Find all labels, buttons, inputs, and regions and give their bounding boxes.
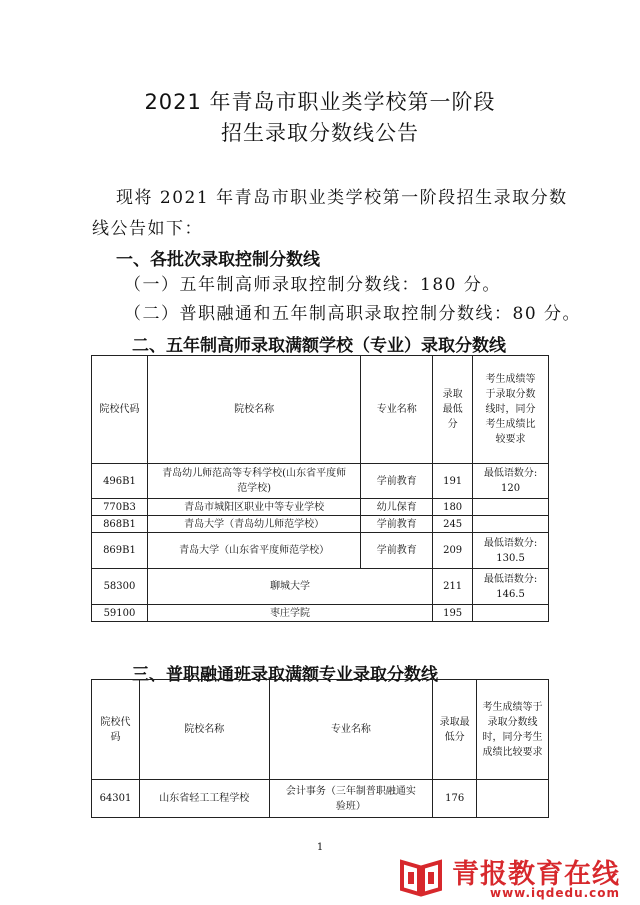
header-major-name: 专业名称 <box>269 680 433 780</box>
section-1-heading: 一、各批次录取控制分数线 <box>116 250 320 270</box>
cell-requirement: 最低语数分: 146.5 <box>473 569 549 605</box>
cell-school-name: 青岛市城阳区职业中等专业学校 <box>147 499 360 516</box>
cell-requirement <box>473 499 549 516</box>
cell-score: 180 <box>433 499 473 516</box>
cell-code: 58300 <box>92 569 148 605</box>
table-row <box>92 605 549 622</box>
watermark-logo <box>398 852 638 902</box>
cell-requirement: 最低语数分: 130.5 <box>473 533 549 569</box>
cell-requirement: 最低语数分: 120 <box>473 464 549 499</box>
header-tie-requirement: 考生成绩等于 录取分数线 时，同分考生 成绩比较要求 <box>477 680 549 780</box>
header-major-name: 专业名称 <box>361 356 433 464</box>
brand-url: www.iqdedu.com <box>490 886 621 900</box>
cell-code: 59100 <box>92 605 148 622</box>
table-vocational-integration <box>91 679 549 818</box>
cell-code: 64301 <box>92 780 140 818</box>
cell-requirement <box>477 780 549 818</box>
cell-code: 868B1 <box>92 516 148 533</box>
cell-score: 245 <box>433 516 473 533</box>
cell-major: 学前教育 <box>361 464 433 499</box>
header-tie-requirement: 考生成绩等 于录取分数 线时，同分 考生成绩比 较要求 <box>473 356 549 464</box>
cell-requirement <box>473 605 549 622</box>
brand-name: 青报教育在线 <box>452 859 620 890</box>
cell-score: 176 <box>433 780 477 818</box>
table-row <box>92 499 549 516</box>
cell-score: 191 <box>433 464 473 499</box>
header-min-score: 录取最 低分 <box>433 680 477 780</box>
cell-school-name: 枣庄学院 <box>147 605 432 622</box>
document-title-line-1: 2021 年青岛市职业类学校第一阶段 <box>144 90 496 114</box>
cell-major: 幼儿保育 <box>361 499 433 516</box>
cell-score: 211 <box>433 569 473 605</box>
intro-text-line-2: 线公告如下： <box>92 219 203 239</box>
cell-school-name: 青岛幼儿师范高等专科学校(山东省平度师 范学校) <box>147 464 360 499</box>
cell-code: 496B1 <box>92 464 148 499</box>
table-row <box>92 464 549 499</box>
header-school-name: 院校名称 <box>139 680 269 780</box>
book-logo-icon <box>398 854 444 898</box>
cell-code: 770B3 <box>92 499 148 516</box>
cell-score: 195 <box>433 605 473 622</box>
section-2-heading: 二、五年制高师录取满额学校（专业）录取分数线 <box>132 336 506 356</box>
table-header-row <box>92 356 549 464</box>
page-number: 1 <box>316 842 324 853</box>
section-3-heading: 三、普职融通班录取满额专业录取分数线 <box>132 665 438 685</box>
header-school-name: 院校名称 <box>147 356 360 464</box>
header-school-code: 院校代码 <box>92 356 148 464</box>
cell-major: 学前教育 <box>361 533 433 569</box>
table-row <box>92 533 549 569</box>
cell-requirement <box>473 516 549 533</box>
intro-text-line-1: 现将 2021 年青岛市职业类学校第一阶段招生录取分数 <box>116 188 568 208</box>
cell-major: 学前教育 <box>361 516 433 533</box>
cell-score: 209 <box>433 533 473 569</box>
table-five-year-teacher <box>91 355 549 622</box>
cell-school-name: 聊城大学 <box>147 569 432 605</box>
table-row <box>92 780 549 818</box>
table-row <box>92 569 549 605</box>
document-title-line-2: 招生录取分数线公告 <box>221 121 419 145</box>
control-score-item-1: （一）五年制高师录取控制分数线：180 分。 <box>124 275 501 295</box>
cell-school-name: 青岛大学（山东省平度师范学校） <box>147 533 360 569</box>
header-school-code: 院校代 码 <box>92 680 140 780</box>
control-score-item-2: （二）普职融通和五年制高职录取控制分数线：80 分。 <box>124 304 582 324</box>
cell-school-name: 山东省轻工工程学校 <box>139 780 269 818</box>
table-header-row <box>92 680 549 780</box>
cell-major: 会计事务（三年制普职融通实 验班） <box>269 780 433 818</box>
header-min-score: 录取 最低 分 <box>433 356 473 464</box>
table-row <box>92 516 549 533</box>
cell-school-name: 青岛大学（青岛幼儿师范学校） <box>147 516 360 533</box>
cell-code: 869B1 <box>92 533 148 569</box>
